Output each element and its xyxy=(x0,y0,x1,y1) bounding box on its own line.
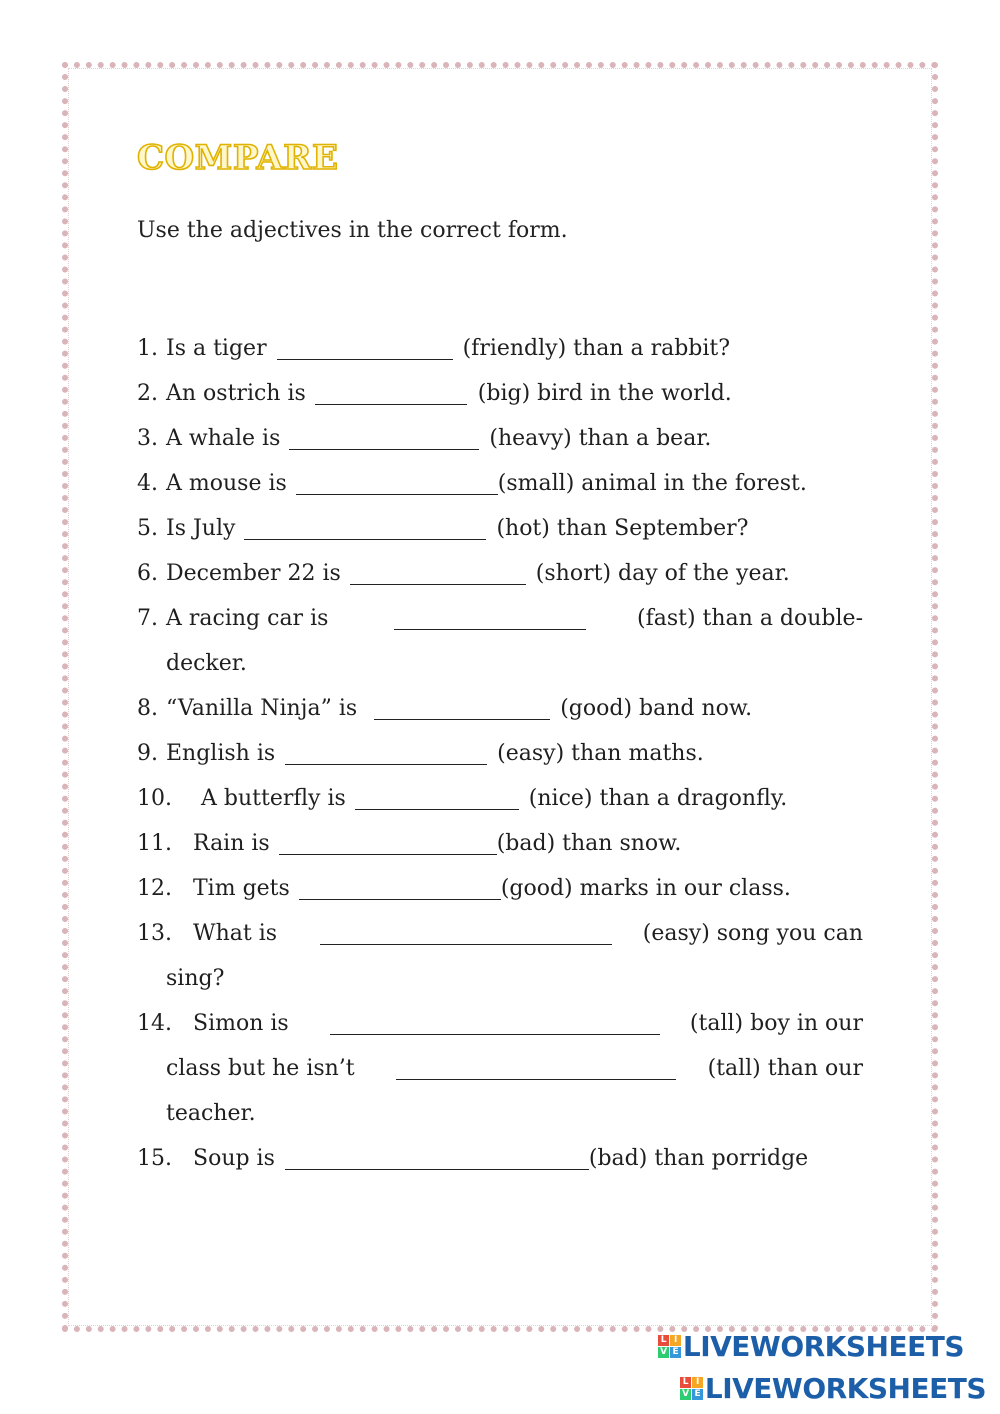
liveworksheets-logo-icon xyxy=(658,1335,681,1358)
item-number-wrap xyxy=(137,603,328,635)
item-number: 5. xyxy=(137,516,158,541)
item-number: 11. xyxy=(137,831,172,856)
item-text-after: (hot) than September? xyxy=(496,516,749,541)
exercise-item-8 xyxy=(137,693,863,738)
item-text-before: Tim gets xyxy=(193,876,290,901)
item-text-after: (easy) than maths. xyxy=(497,741,704,766)
logo-letter-e: E xyxy=(692,1389,703,1400)
item-number: 12. xyxy=(137,876,172,901)
item-number: 10. xyxy=(137,786,172,811)
item-text-before: A racing car is xyxy=(166,606,329,631)
exercise-item-14-continued-2 xyxy=(137,1098,863,1143)
item-text-after: (bad) than porridge xyxy=(588,1146,809,1171)
answer-blank-5[interactable] xyxy=(244,513,486,540)
answer-blank-9[interactable] xyxy=(285,738,487,765)
instructions: Use the adjectives in the correct form. xyxy=(137,218,568,243)
exercise-item-11 xyxy=(137,828,863,873)
item-number: 3. xyxy=(137,426,158,451)
item-text-before: Is July xyxy=(166,516,236,541)
exercise-item-9 xyxy=(137,738,863,783)
item-number-wrap xyxy=(137,1008,289,1040)
item-text-after: (tall) boy in our xyxy=(689,1011,863,1036)
item-number: 13. xyxy=(137,921,172,946)
liveworksheets-logo-2 xyxy=(680,1372,986,1405)
item-number: 6. xyxy=(137,561,158,586)
logo-letter-e: E xyxy=(670,1347,681,1358)
exercise-item-4 xyxy=(137,468,863,513)
exercise-item-15 xyxy=(137,1143,863,1188)
item-text-after: (big) bird in the world. xyxy=(477,381,732,406)
item-text-after: (friendly) than a rabbit? xyxy=(462,336,731,361)
exercise-list xyxy=(137,333,863,1188)
item-number: 9. xyxy=(137,741,158,766)
item-number: 1. xyxy=(137,336,158,361)
item-number: 7. xyxy=(137,606,158,631)
item-text-before: December 22 is xyxy=(166,561,341,586)
exercise-item-7 xyxy=(137,603,863,648)
exercise-item-2 xyxy=(137,378,863,423)
answer-blank-12[interactable] xyxy=(299,873,501,900)
item-text-after: (small) animal in the forest. xyxy=(497,471,807,496)
answer-blank-13[interactable] xyxy=(320,918,612,945)
answer-blank-14b[interactable] xyxy=(396,1053,676,1080)
item-text-after: (easy) song you can xyxy=(642,921,863,946)
item-text-before: Soup is xyxy=(193,1146,275,1171)
exercise-item-1 xyxy=(137,333,863,378)
answer-blank-8[interactable] xyxy=(374,693,550,720)
logo-letter-l: L xyxy=(680,1377,691,1388)
item-number: 4. xyxy=(137,471,158,496)
exercise-item-5 xyxy=(137,513,863,558)
item-text-before: What is xyxy=(193,921,278,946)
logo-letter-i: I xyxy=(670,1335,681,1346)
item-text-before: Is a tiger xyxy=(166,336,267,361)
logo-letter-v: V xyxy=(658,1347,669,1358)
item-text-continued: teacher. xyxy=(166,1101,256,1126)
item-text-before: Simon is xyxy=(193,1011,289,1036)
answer-blank-2[interactable] xyxy=(315,378,467,405)
item-number: 8. xyxy=(137,696,158,721)
item-text-after: (bad) than snow. xyxy=(496,831,682,856)
item-number: 2. xyxy=(137,381,158,406)
answer-blank-15[interactable] xyxy=(285,1143,589,1170)
item-number-wrap xyxy=(137,918,277,950)
logo-letter-i: I xyxy=(692,1377,703,1388)
logo-text: LIVEWORKSHEETS xyxy=(704,1372,986,1405)
answer-blank-10[interactable] xyxy=(355,783,519,810)
answer-blank-14a[interactable] xyxy=(330,1008,660,1035)
logo-letter-l: L xyxy=(658,1335,669,1346)
item-text-continued: sing? xyxy=(166,966,225,991)
exercise-item-12 xyxy=(137,873,863,918)
item-text-before: An ostrich is xyxy=(166,381,306,406)
item-text-continued-before: class but he isn’t xyxy=(166,1056,355,1081)
logo-text: LIVEWORKSHEETS xyxy=(682,1330,964,1363)
answer-blank-4[interactable] xyxy=(296,468,498,495)
exercise-item-14 xyxy=(137,1008,863,1053)
answer-blank-7[interactable] xyxy=(394,603,586,630)
exercise-item-14-continued xyxy=(137,1053,863,1098)
worksheet-title: COMPARE xyxy=(137,138,339,178)
exercise-item-13-continued xyxy=(137,963,863,1008)
item-text-after: (good) marks in our class. xyxy=(500,876,791,901)
exercise-item-6 xyxy=(137,558,863,603)
item-text-before: A butterfly is xyxy=(201,786,346,811)
item-text-continued: decker. xyxy=(166,651,247,676)
item-text-after: (fast) than a double- xyxy=(636,606,863,631)
answer-blank-3[interactable] xyxy=(289,423,479,450)
liveworksheets-logo xyxy=(658,1330,964,1363)
item-text-before: A whale is xyxy=(166,426,281,451)
item-text-after: (heavy) than a bear. xyxy=(489,426,712,451)
item-number: 14. xyxy=(137,1011,172,1036)
item-text-before: Rain is xyxy=(193,831,270,856)
exercise-item-10 xyxy=(137,783,863,828)
item-text-before: “Vanilla Ninja” is xyxy=(166,696,358,721)
item-number: 15. xyxy=(137,1146,172,1171)
item-text-after: (good) band now. xyxy=(560,696,753,721)
exercise-item-3 xyxy=(137,423,863,468)
answer-blank-1[interactable] xyxy=(277,333,453,360)
item-text-before: English is xyxy=(166,741,276,766)
logo-letter-v: V xyxy=(680,1389,691,1400)
exercise-item-7-continued xyxy=(137,648,863,693)
answer-blank-11[interactable] xyxy=(279,828,497,855)
item-text-after: (short) day of the year. xyxy=(535,561,790,586)
exercise-item-13 xyxy=(137,918,863,963)
answer-blank-6[interactable] xyxy=(350,558,526,585)
item-text-continued-after: (tall) than our xyxy=(707,1056,863,1081)
liveworksheets-logo-icon xyxy=(680,1377,703,1400)
item-text-before: A mouse is xyxy=(166,471,287,496)
item-text-after: (nice) than a dragonfly. xyxy=(528,786,788,811)
